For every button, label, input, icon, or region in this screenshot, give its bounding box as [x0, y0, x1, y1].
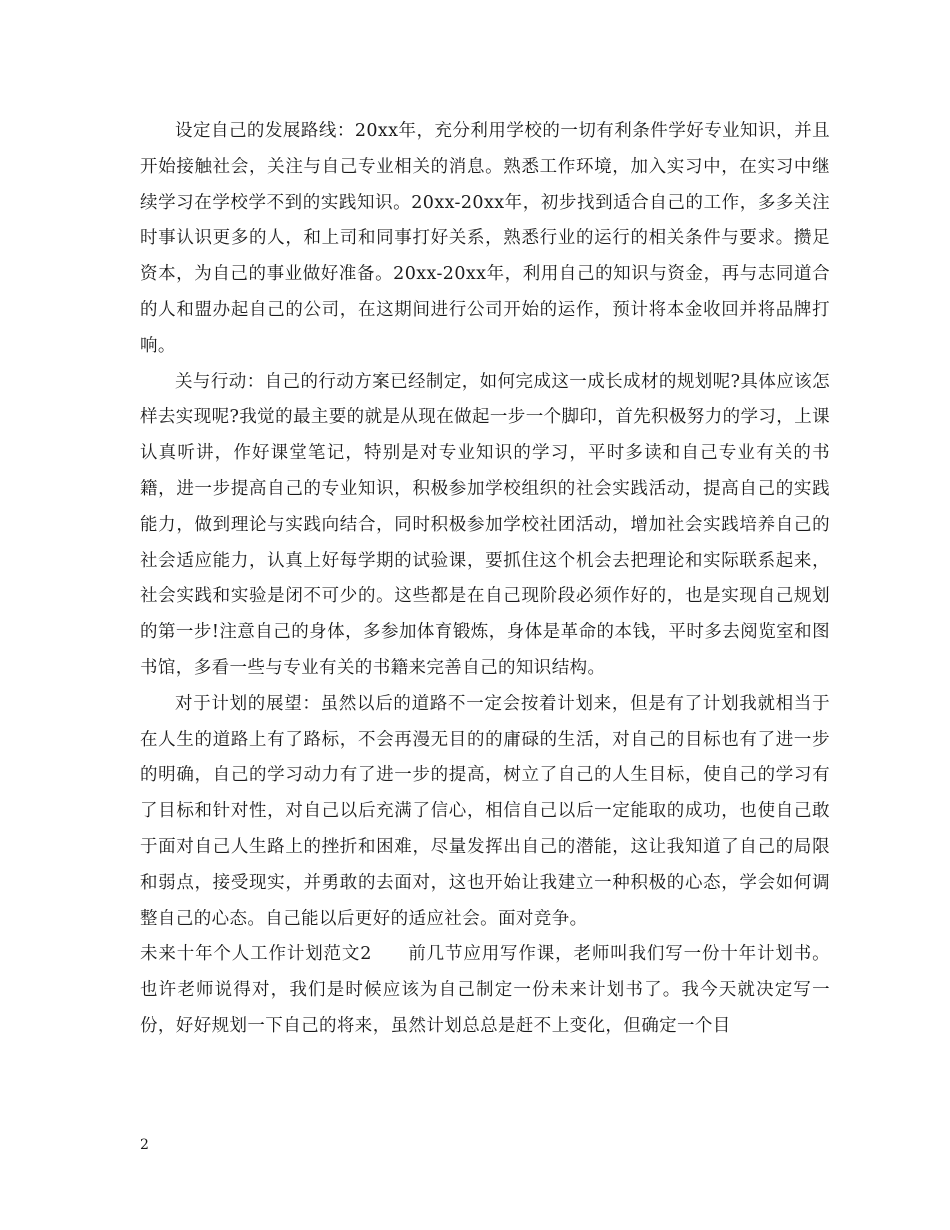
- paragraph-section-two: [140, 937, 830, 1044]
- paragraph-development-route: 设定自己的发展路线：20xx年，充分利用学校的一切有利条件学好专业知识，并且开始接触社会，关注与自己专业相关的消息。熟悉工作环境，加入实习中，在实习中继续学习在学校学不到的实践知识。20xx-20xx年，初步找到适合自己的工作，多多关注时事认识更多的人，和上司和同事打好关系，熟悉行业的运行的相关条件与要求。攒足资本，为自己的事业做好准备。20xx-20xx年，利用自己的知识与资金，再与志同道合的人和盟办起自己的公司，在这期间进行公司开始的运作，预计将本金收回并将品牌打响。: [140, 121, 830, 356]
- section-body: 前几节应用写作课，老师叫我们写一份十年计划书。也许老师说得对，我们是时候应该为自己制定一份未来计划书了。我今天就决定写一份，好好规划一下自己的将来，虽然计划总总是赶不上变化，但确定一个目: [140, 944, 830, 1036]
- document-body: [140, 114, 830, 1045]
- paragraph-outlook: 对于计划的展望：虽然以后的道路不一定会按着计划来，但是有了计划我就相当于在人生的道路上有了路标，不会再漫无目的的庸碌的生活，对自己的目标也有了进一步的明确，自己的学习动力有了进一步的提高，树立了自己的人生目标，使自己的学习有了目标和针对性，对自己以后充满了信心，相信自己以后一定能取的成功，也使自己敢于面对自己人生路上的挫折和困难，尽量发挥出自己的潜能，这让我知道了自己的局限和弱点，接受现实，并勇敢的去面对，这也开始让我建立一种积极的心态，学会如何调整自己的心态。自己能以后更好的适应社会。面对竞争。: [140, 693, 830, 929]
- section-heading: 未来十年个人工作计划范文2: [140, 944, 372, 965]
- paragraph-action: 关与行动：自己的行动方案已经制定，如何完成这一成长成材的规划呢?具体应该怎样去实现呢?我觉的最主要的就是从现在做起一步一个脚印，首先积极努力的学习，上课认真听讲，作好课堂笔记，特别是对专业知识的学习，平时多读和自己专业有关的书籍，进一步提高自己的专业知识，积极参加学校组织的社会实践活动，提高自己的实践能力，做到理论与实践向结合，同时积极参加学校社团活动，增加社会实践培养自己的社会适应能力，认真上好每学期的试验课，要抓住这个机会去把理论和实际联系起来，社会实践和实验是闭不可少的。这些都是在自己现阶段必须作好的，也是实现自己规划的第一步!注意自己的身体，多参加体育锻炼，身体是革命的本钱，平时多去阅览室和图书馆，多看一些与专业有关的书籍来完善自己的知识结构。: [140, 371, 830, 678]
- page-number: 2: [140, 1137, 149, 1153]
